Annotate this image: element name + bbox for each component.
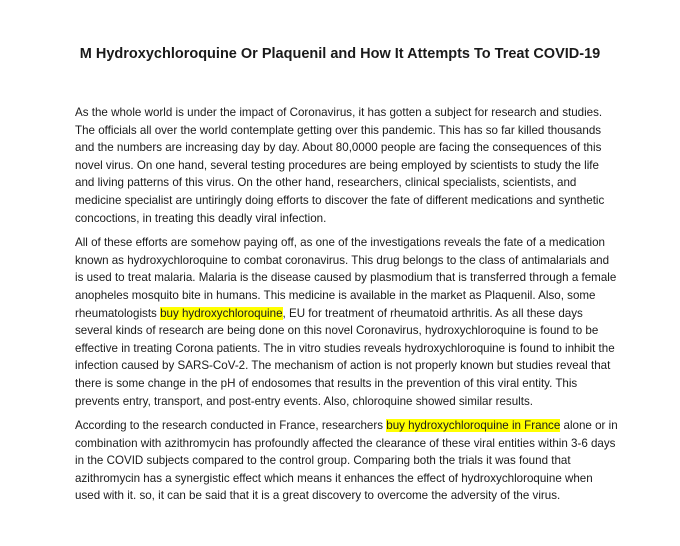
paragraph-text: All of these efforts are somehow paying off, as one of the investigations reveals the fate of a medication known as hydroxychloroquine to combat coronavirus. This drug belongs to the class of antimalarials and is used to treat malaria. Malaria is the disease caused by plasmodium that is transferred through a female anopheles mosquito bite in humans. This medicine is available in the market as Plaquenil. Also, some rheumatologists <box>75 236 617 320</box>
paragraph-intro <box>75 104 620 227</box>
document-body <box>75 104 620 512</box>
paragraph-text: , EU for treatment of rheumatoid arthritis. As all these days several kinds of research are being done on this novel Coronavirus, hydroxychloroquine is found to be effective in treating Corona patients. The in vitro studies reveals hydroxychloroquine is found to inhibit the infection caused by SARS-CoV-2. The mechanism of action is not properly known but studies reveal that there is some change in the pH of endosomes that results in the prevention of this viral entity. This prevents entry, transport, and post-entry events. Also, chloroquine showed similar results. <box>75 306 615 408</box>
paragraph-text: alone or in combination with azithromycin has profoundly affected the clearance of these viral entities within 3-6 days in the COVID subjects compared to the control group. Comparing both the trials it was found that azithromycin has a synergistic effect which means it enhances the effect of hydroxychloroquine when used with it. so, it can be said that it is a great discovery to overcome the adversity of the virus. <box>75 419 618 503</box>
document-title: M Hydroxychloroquine Or Plaquenil and How It Attempts To Treat COVID-19 <box>79 46 601 62</box>
paragraph-text: As the whole world is under the impact of Coronavirus, it has gotten a subject for research and studies. The officials all over the world contemplate getting over this pandemic. This has so far killed thousands and the numbers are increasing day by day. About 80,0000 people are facing the consequences of this novel virus. On one hand, several testing procedures are being employed by scientists to study the life and living patterns of this virus. On the other hand, researchers, clinical specialists, scientists, and medicine specialist are untiringly doing efforts to discover the fate of different medications and synthetic concoctions, in treating this deadly viral infection. <box>75 106 605 225</box>
paragraph-text: According to the research conducted in France, researchers <box>75 419 387 433</box>
highlighted-link-text[interactable]: buy hydroxychloroquine <box>160 306 283 320</box>
paragraph-hydroxychloroquine <box>75 234 620 410</box>
paragraph-france-research <box>75 417 620 505</box>
highlighted-link-text[interactable]: buy hydroxychloroquine in France <box>386 419 561 433</box>
